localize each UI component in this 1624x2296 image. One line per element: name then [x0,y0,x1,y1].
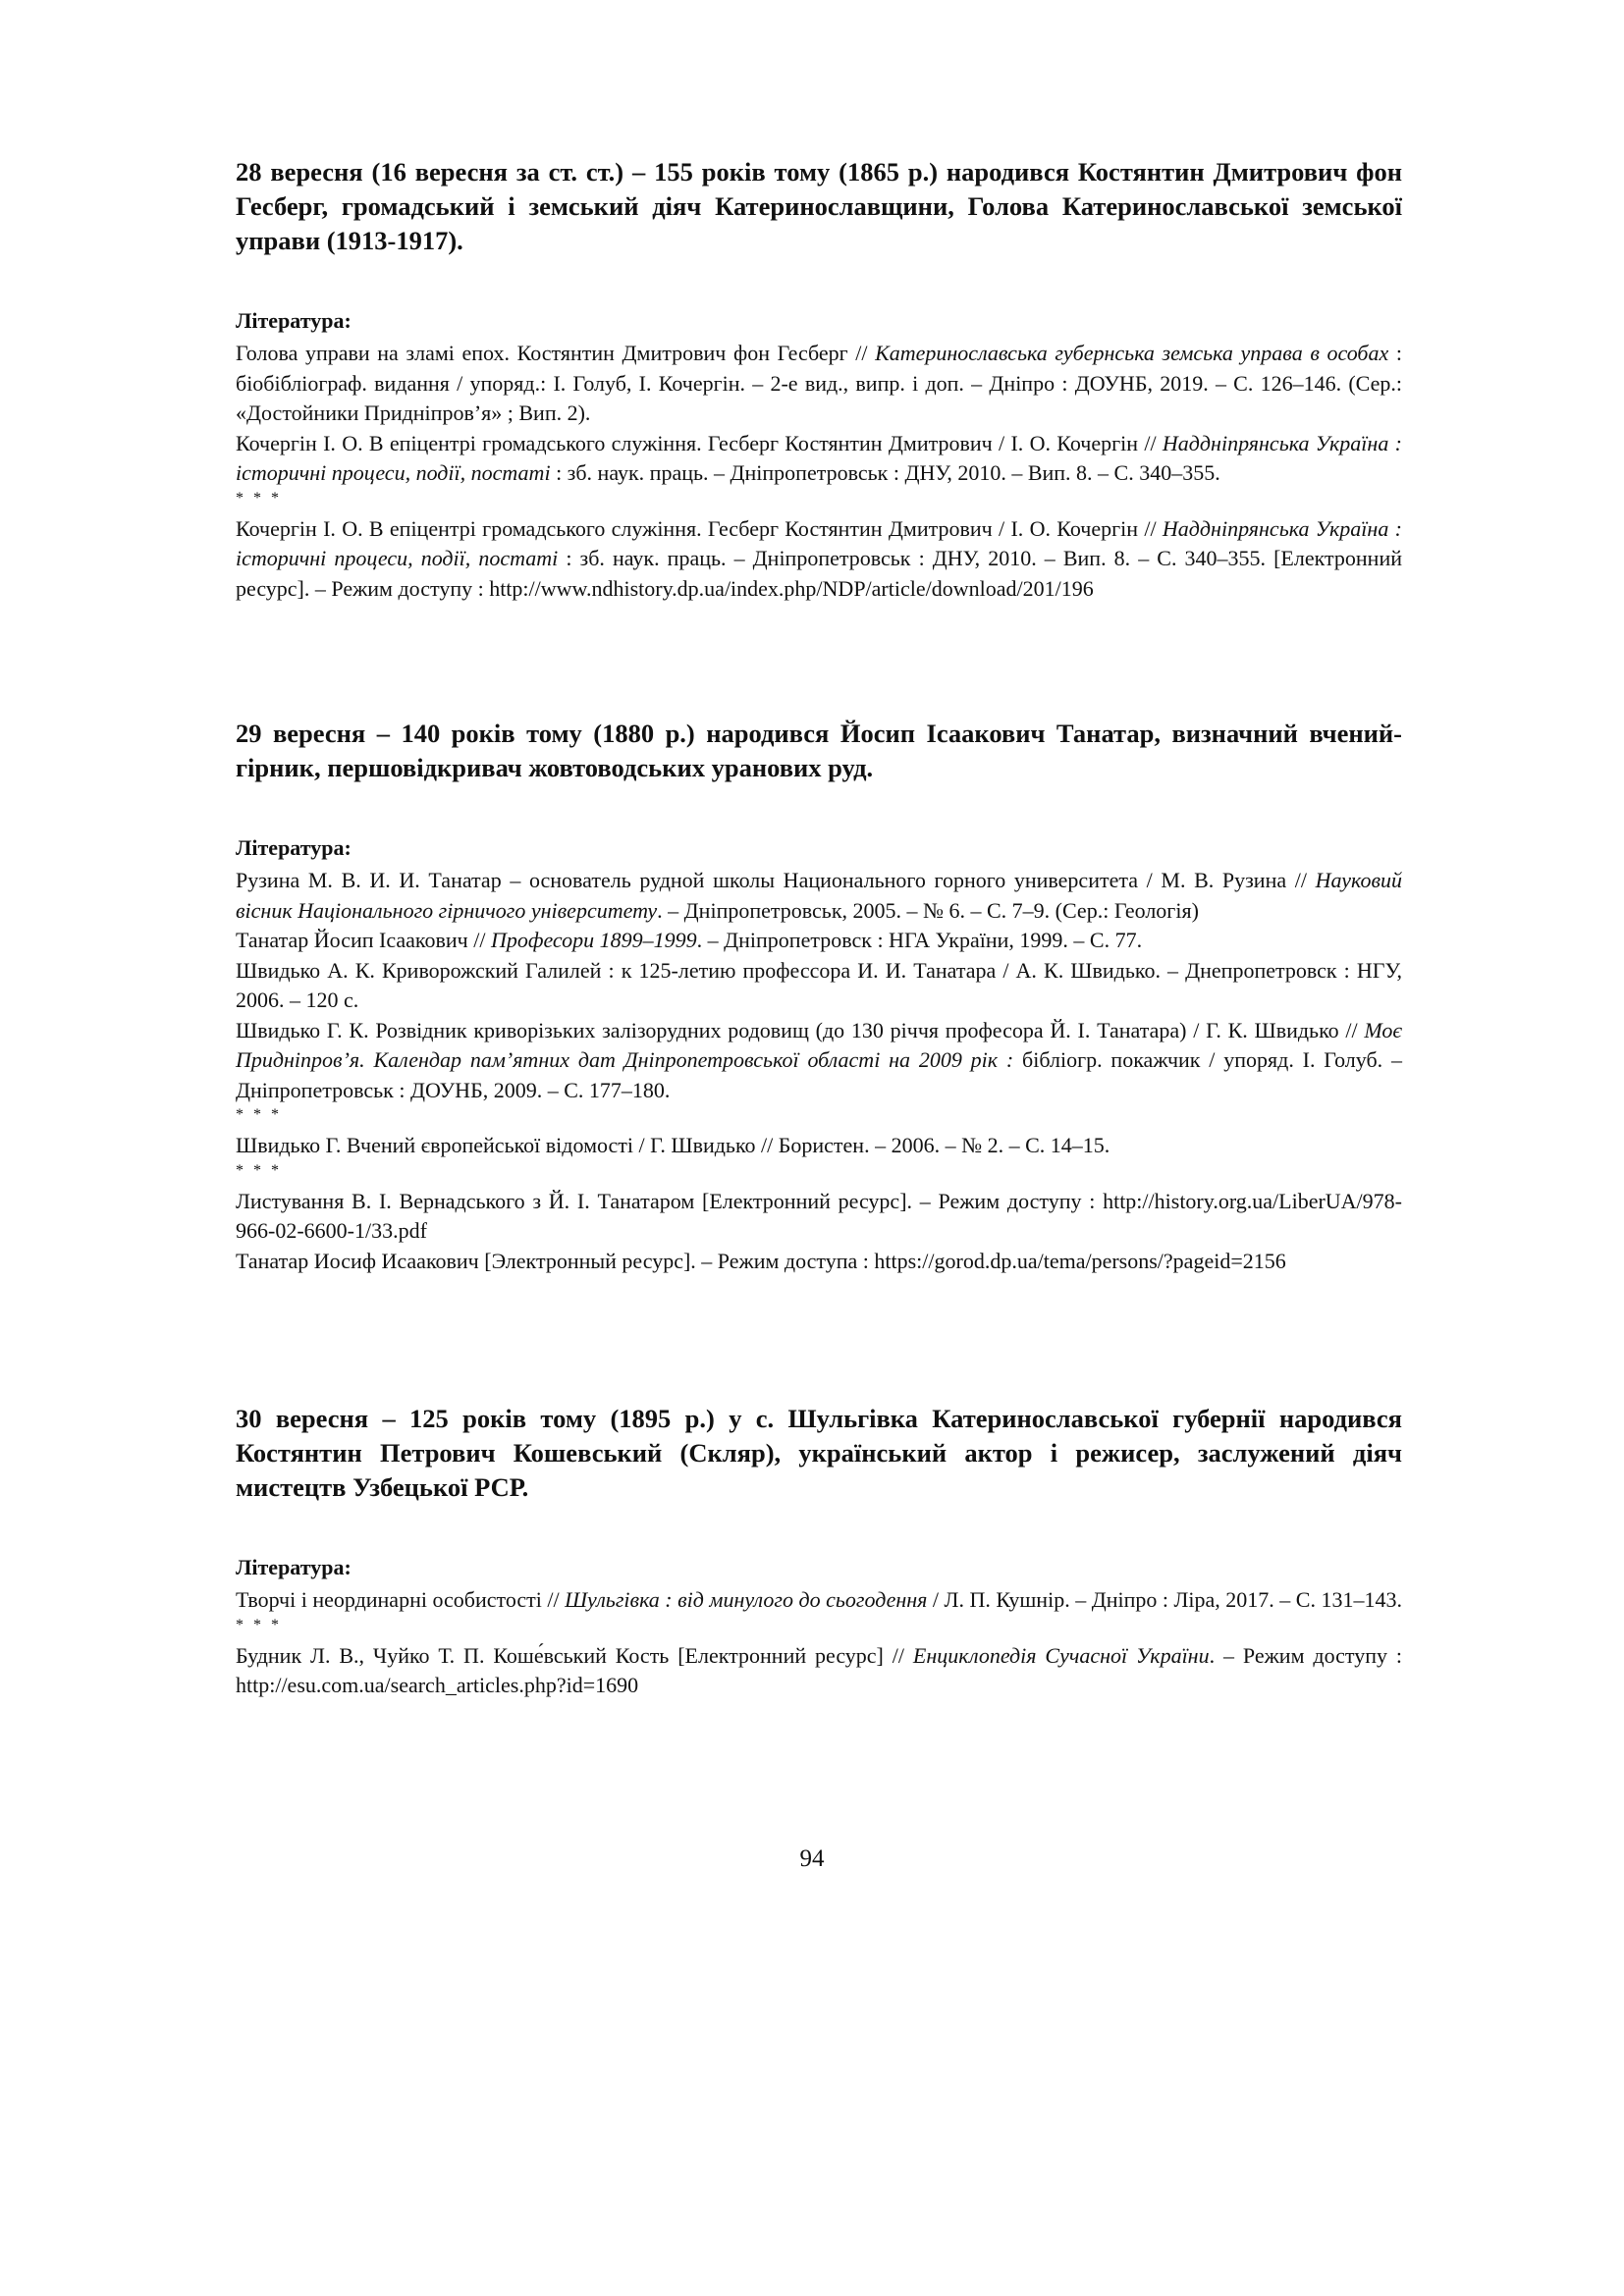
entry-heading: 29 вересня – 140 років тому (1880 р.) народився Йосип Ісаакович Танатар, визначний вчений-гірник, першовідкривач жовтоводських уранових руд. [236,719,1402,782]
entry-heading: 28 вересня (16 вересня за ст. ст.) – 155 років тому (1865 р.) народився Костянтин Дмитрович фон Гесберг, громадський і земський діяч Катеринославщини, Голова Катеринославської земської управи (1913-1917). [236,157,1402,255]
entry-tanatar [236,717,1402,1276]
reference-link: Кочергін І. О. В епіцентрі громадського служіння. Гесберг Костянтин Дмитрович / І. О. Кочергін // Наддніпрянська Україна : історичні процеси, події, постаті : зб. наук. праць. – Дніпропетровськ : ДНУ, 2010. – Вип. 8. – С. 340–355. [Електронний ресурс]. – Режим доступу : http://www.ndhistory.dp.ua/index.php/NDP/article/download/201/196 [236,515,1402,601]
separator-stars: * * * [236,1161,282,1179]
separator-stars: * * * [236,489,282,507]
reference-link: Будник Л. В., Чуйко Т. П. Коше́вський Кость [Електронний ресурс] // Енциклопедія Сучасної України. – Режим доступу : http://esu.com.ua/search_articles.php?id=1690 [236,1642,1402,1697]
page-number: 94 [799,1845,825,1872]
entry-koshevsky [236,1402,1402,1701]
literature-label: Література: [236,835,352,860]
reference: Голова управи на зламі епох. Костянтин Дмитрович фон Гесберг // Катеринославська губернська земська управа в особах : біобібліограф. видання / упоряд.: І. Голуб, І. Кочергін. – 2-е вид., випр. і доп. – Дніпро : ДОУНБ, 2019. – С. 126–146. (Сер.: «Достойники Придніпров’я» ; Вип. 2). [236,341,1402,425]
reference-link: Листування В. І. Вернадського з Й. І. Танатаром [Електронний ресурс]. – Режим доступу : http://history.org.ua/LiberUA/978-966-02-6600-1/33.pdf [236,1188,1402,1243]
separator-stars: * * * [236,1616,282,1633]
reference: Рузина М. В. И. И. Танатар – основатель рудной школы Национального горного университета / М. В. Рузина // Науковий вісник Національного гірничого університету. – Дніпропетровськ, 2005. – № 6. – С. 7–9. (Сер.: Геологія) [236,868,1402,923]
entry-hesberg [236,155,1402,604]
reference: Кочергін І. О. В епіцентрі громадського служіння. Гесберг Костянтин Дмитрович / І. О. Кочергін // Наддніпрянська Україна : історичні процеси, події, постаті : зб. наук. праць. – Дніпропетровськ : ДНУ, 2010. – Вип. 8. – С. 340–355. [236,430,1402,485]
reference: Швидько Г. Вчений європейської відомості / Г. Швидько // Бористен. – 2006. – № 2. – С. 14–15. [236,1133,1110,1157]
reference: Танатар Йосип Ісаакович // Професори 1899–1999. – Дніпропетровск : НГА України, 1999. – С. 77. [236,928,1143,952]
reference: Швидько А. К. Криворожский Галилей : к 125-летию профессора И. И. Танатара / А. К. Швидько. – Днепропетровск : НГУ, 2006. – 120 с. [236,957,1402,1012]
literature-label: Література: [236,1555,352,1579]
reference: Творчі і неординарні особистості // Шульгівка : від минулого до сьогодення / Л. П. Кушнір. – Дніпро : Ліра, 2017. – С. 131–143. [236,1587,1402,1612]
literature-label: Література: [236,308,352,333]
entry-heading: 30 вересня – 125 років тому (1895 р.) у с. Шульгівка Катеринославської губернії народився Костянтин Петрович Кошевський (Скляр), український актор і режисер, заслужений діяч мистецтв Узбецької РСР. [236,1404,1402,1502]
reference-link: Танатар Иосиф Исаакович [Электронный ресурс]. – Режим доступа : https://gorod.dp.ua/tema/persons/?pageid=2156 [236,1248,1286,1273]
reference: Швидько Г. К. Розвідник криворізьких залізорудних родовищ (до 130 річчя професора Й. І. Танатара) / Г. К. Швидько // Моє Придніпров’я. Календар пам’ятних дат Дніпропетровської області на 2009 рік : бібліогр. покажчик / упоряд. І. Голуб. – Дніпропетровськ : ДОУНБ, 2009. – С. 177–180. [236,1017,1402,1102]
separator-stars: * * * [236,1106,282,1123]
